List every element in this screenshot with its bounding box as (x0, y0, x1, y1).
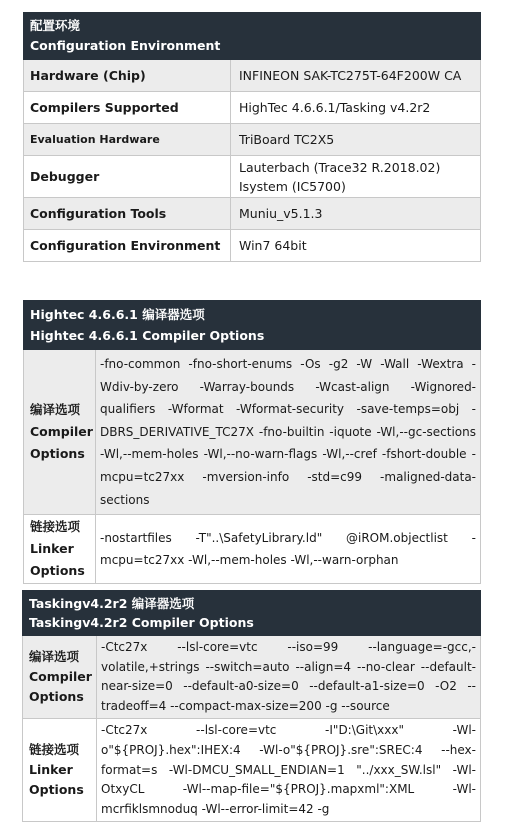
compile-options-value: -Ctc27x --lsl-core=vtc --iso=99 --language=-gcc,-volatile,+strings --switch=auto --align=4 --no-clear --default-near-size=0 --default-a0-size=0 --default-a1-size=0 -O2 --tradeoff=4 --compact-max-size=200 -g --source (97, 636, 481, 719)
table-row (24, 230, 481, 262)
compile-options-label: 编译选项 Compiler Options (23, 636, 97, 719)
table-title-cn: Hightec 4.6.6.1 编译器选项 (30, 307, 205, 322)
row-value (231, 156, 481, 198)
table-title-cn: 配置环境 (30, 18, 81, 33)
row-value: HighTec 4.6.6.1/Tasking v4.2r2 (231, 92, 481, 124)
table-row (24, 350, 481, 515)
table-row (24, 198, 481, 230)
row-value: Win7 64bit (231, 230, 481, 262)
table-row (24, 515, 481, 584)
row-label: Compilers Supported (24, 92, 231, 124)
table-row (24, 124, 481, 156)
row-label: Configuration Environment (24, 230, 231, 262)
row-value: Muniu_v5.1.3 (231, 198, 481, 230)
linker-options-value: -Ctc27x --lsl-core=vtc -I"D:\Git\xxx" -Wl-o"${PROJ}.hex":IHEX:4 -Wl-o"${PROJ}.sre":SREC:4 --hex-format=s -Wl-DMCU_SMALL_ENDIAN=1 "../xxx_SW.lsl" -Wl-OtxyCL -Wl--map-file="${PROJ}.mapxml":XML -Wl-mcrfiklsmnoduq -Wl--error-limit=42 -g (97, 719, 481, 822)
row-label: Hardware (Chip) (24, 60, 231, 92)
config-environment-table (23, 12, 481, 262)
table-row (24, 156, 481, 198)
table-title-en: Taskingv4.2r2 Compiler Options (29, 615, 254, 630)
table-title-cn: Taskingv4.2r2 编译器选项 (29, 596, 195, 611)
table-header-row (24, 301, 481, 350)
row-label: Configuration Tools (24, 198, 231, 230)
row-label: Debugger (24, 156, 231, 198)
table-row (24, 92, 481, 124)
table-title-en: Hightec 4.6.6.1 Compiler Options (30, 328, 265, 343)
hightec-options-table (23, 300, 481, 584)
compile-options-value: -fno-common -fno-short-enums -Os -g2 -W -Wall -Wextra -Wdiv-by-zero -Warray-bounds -Wcast-align -Wignored-qualifiers -Wformat -Wformat-security -save-temps=obj -DBRS_DERIVATIVE_TC27X -fno-builtin -iquote -Wl,--gc-sections -Wl,--mem-holes -Wl,--no-warn-flags -Wl,--cref -fshort-double -mcpu=tc27xx -mversion-info -std=c99 -maligned-data-sections (96, 350, 481, 515)
table-row (24, 60, 481, 92)
debugger-line: Lauterbach (Trace32 R.2018.02) (239, 159, 441, 175)
linker-options-value: -nostartfiles -T"..\SafetyLibrary.ld" @iROM.objectlist -mcpu=tc27xx -Wl,--mem-holes -Wl,--warn-orphan (96, 515, 481, 584)
linker-options-label: 链接选项 Linker Options (24, 515, 96, 584)
table-title-en: Configuration Environment (30, 38, 221, 53)
row-value: INFINEON SAK-TC275T-64F200W CA (231, 60, 481, 92)
table-row (23, 719, 481, 822)
row-value: TriBoard TC2X5 (231, 124, 481, 156)
table-row (23, 636, 481, 719)
compile-options-label: 编译选项 Compiler Options (24, 350, 96, 515)
tasking-options-table (22, 590, 481, 822)
linker-options-label: 链接选项 Linker Options (23, 719, 97, 822)
table-header-row (24, 13, 481, 60)
row-label: Evaluation Hardware (24, 124, 231, 156)
debugger-line: Isystem (IC5700) (239, 178, 346, 194)
table-header-row (23, 591, 481, 636)
